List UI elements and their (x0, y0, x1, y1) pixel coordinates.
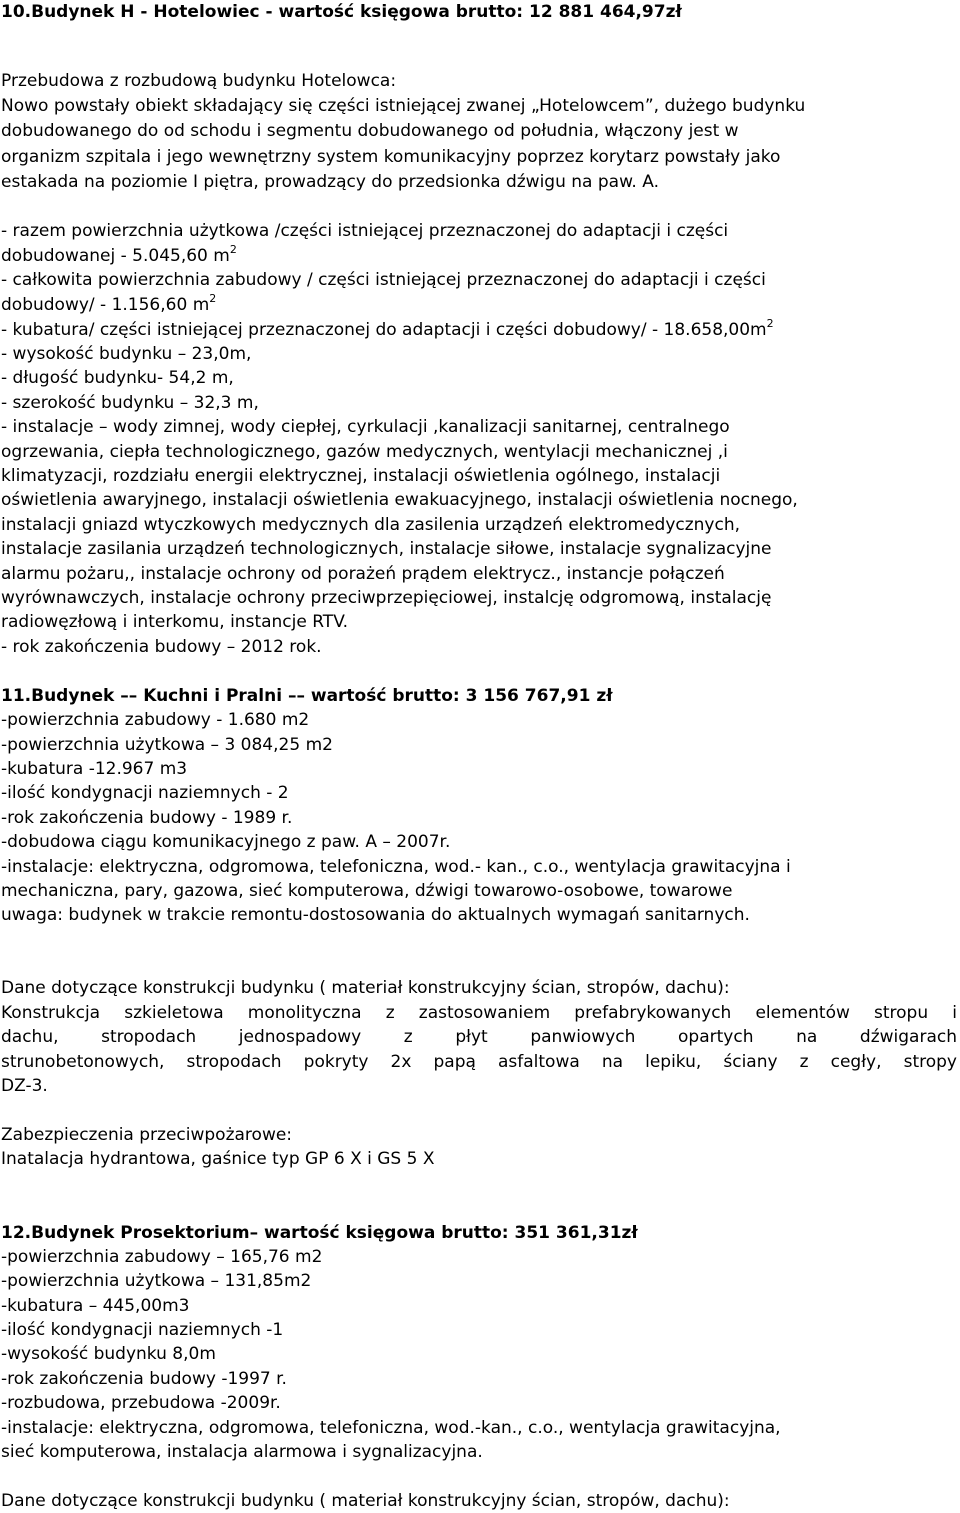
s10-length: - długość budynku- 54,2 m, (1, 368, 234, 388)
s11-item: -powierzchnia zabudowy - 1.680 m2 (1, 710, 310, 730)
s10-built-area-value: dobudowy/ - 1.156,60 m (1, 295, 210, 315)
s10-intro-heading: Przebudowa z rozbudową budynku Hotelowca: (1, 71, 397, 91)
s10-installations-line: radiowęzłową i interkomu, instancje RTV. (1, 612, 349, 632)
s10-installations-line: alarmu pożaru,, instalacje ochrony od porażeń prądem elektrycz., instancje połączeń (1, 564, 725, 584)
s10-width: - szerokość budynku – 32,3 m, (1, 393, 259, 413)
s11-item: -powierzchnia użytkowa – 3 084,25 m2 (1, 735, 333, 755)
s11-item: -rok zakończenia budowy - 1989 r. (1, 808, 293, 828)
s10-built-area-line (1, 293, 957, 317)
s10-intro-line: Nowo powstały obiekt składający się części istniejącej zwanej „Hotelowcem”, dużego budynku (1, 96, 806, 116)
s12-item: -instalacje: elektryczna, odgromowa, telefoniczna, wod.-kan., c.o., wentylacja grawitacyjna, (1, 1418, 781, 1438)
s11-item: -kubatura -12.967 m3 (1, 759, 188, 779)
s10-usable-area-value: dobudowanej - 5.045,60 m (1, 246, 230, 266)
s11-construction-line: dachu, stropodach jednospadowy z płyt panwiowych opartych na dźwigarach (1, 1027, 957, 1047)
s11-item: mechaniczna, pary, gazowa, sieć komputerowa, dźwigi towarowo-osobowe, towarowe (1, 881, 733, 901)
section-11-title: 11.Budynek –– Kuchni i Pralni –– wartość brutto: 3 156 767,91 zł (1, 686, 613, 706)
s10-intro-line: dobudowanego do od schodu i segmentu dobudowanego od południa, włączony jest w (1, 121, 739, 141)
s11-construction-line: DZ-3. (1, 1076, 48, 1096)
s10-installations-line: instalacji gniazd wtyczkowych medycznych dla zasilenia urządzeń elektromedycznych, (1, 515, 741, 535)
s11-construction-heading: Dane dotyczące konstrukcji budynku ( materiał konstrukcyjny ścian, stropów, dachu): (1, 978, 730, 998)
s10-intro-line: organizm szpitala i jego wewnętrzny system komunikacyjny poprzez korytarz powstały jako (1, 147, 781, 167)
s11-fire-text: Inatalacja hydrantowa, gaśnice typ GP 6 X i GS 5 X (1, 1149, 435, 1169)
s10-installations-line: instalacje zasilania urządzeń technologicznych, instalacje siłowe, instalacje sygnalizacyjne (1, 539, 772, 559)
superscript-2: 2 (766, 318, 774, 331)
s12-construction-heading: Dane dotyczące konstrukcji budynku ( materiał konstrukcyjny ścian, stropów, dachu): (1, 1491, 730, 1511)
s11-construction-line: strunobetonowych, stropodach pokryty 2x papą asfaltowa na lepiku, ściany z cegły, stropy (1, 1052, 957, 1072)
s11-item: -instalacje: elektryczna, odgromowa, telefoniczna, wod.- kan., c.o., wentylacja grawitacyjna i (1, 857, 791, 877)
s10-intro-line: estakada na poziomie I piętra, prowadzący do przedsionka dźwigu na paw. A. (1, 172, 659, 192)
s10-installations-line: ogrzewania, ciepła technologicznego, gazów medycznych, wentylacji mechanicznej ,i (1, 442, 728, 462)
s12-item: -rok zakończenia budowy -1997 r. (1, 1369, 287, 1389)
s12-item: -powierzchnia użytkowa – 131,85m2 (1, 1271, 312, 1291)
s11-construction-line: Konstrukcja szkieletowa monolityczna z zastosowaniem prefabrykowanych elementów stropu i (1, 1003, 957, 1023)
s10-height: - wysokość budynku – 23,0m, (1, 344, 252, 364)
s11-item: uwaga: budynek w trakcie remontu-dostosowania do aktualnych wymagań sanitarnych. (1, 905, 750, 925)
superscript-2: 2 (229, 244, 237, 257)
s10-built-area-line: - całkowita powierzchnia zabudowy / części istniejącej przeznaczonej do adaptacji i części (1, 270, 766, 290)
s12-item: -powierzchnia zabudowy – 165,76 m2 (1, 1247, 323, 1267)
s10-volume-value: - kubatura/ części istniejącej przeznaczonej do adaptacji i części dobudowy/ - 18.658,00m (1, 320, 767, 340)
s10-usable-area-line (1, 244, 957, 268)
s10-installations-line: oświetlenia awaryjnego, instalacji oświetlenia ewakuacyjnego, instalacji oświetlenia nocnego, (1, 490, 798, 510)
s11-item: -dobudowa ciągu komunikacyjnego z paw. A – 2007r. (1, 832, 451, 852)
section-10-title: 10.Budynek H - Hotelowiec - wartość księgowa brutto: 12 881 464,97zł (1, 2, 682, 22)
s11-fire-heading: Zabezpieczenia przeciwpożarowe: (1, 1125, 293, 1145)
s10-volume-line (1, 318, 957, 342)
s10-completion-year: - rok zakończenia budowy – 2012 rok. (1, 637, 322, 657)
s10-installations-line: wyrównawczych, instalacje ochrony przeciwprzepięciowej, instalcję odgromową, instalację (1, 588, 772, 608)
s12-item: -kubatura – 445,00m3 (1, 1296, 190, 1316)
section-12-title: 12.Budynek Prosektorium– wartość księgowa brutto: 351 361,31zł (1, 1223, 638, 1243)
superscript-2: 2 (209, 293, 217, 306)
s11-item: -ilość kondygnacji naziemnych - 2 (1, 783, 289, 803)
s10-installations-line: klimatyzacji, rozdziału energii elektrycznej, instalacji oświetlenia ogólnego, instalacji (1, 466, 721, 486)
s10-usable-area-line: - razem powierzchnia użytkowa /części istniejącej przeznaczonej do adaptacji i części (1, 221, 729, 241)
s12-item: -wysokość budynku 8,0m (1, 1344, 216, 1364)
s10-installations-line: - instalacje – wody zimnej, wody ciepłej, cyrkulacji ,kanalizacji sanitarnej, centralnego (1, 417, 730, 437)
s12-item: -ilość kondygnacji naziemnych -1 (1, 1320, 284, 1340)
s12-item: -rozbudowa, przebudowa -2009r. (1, 1393, 281, 1413)
s12-item: sieć komputerowa, instalacja alarmowa i sygnalizacyjna. (1, 1442, 483, 1462)
